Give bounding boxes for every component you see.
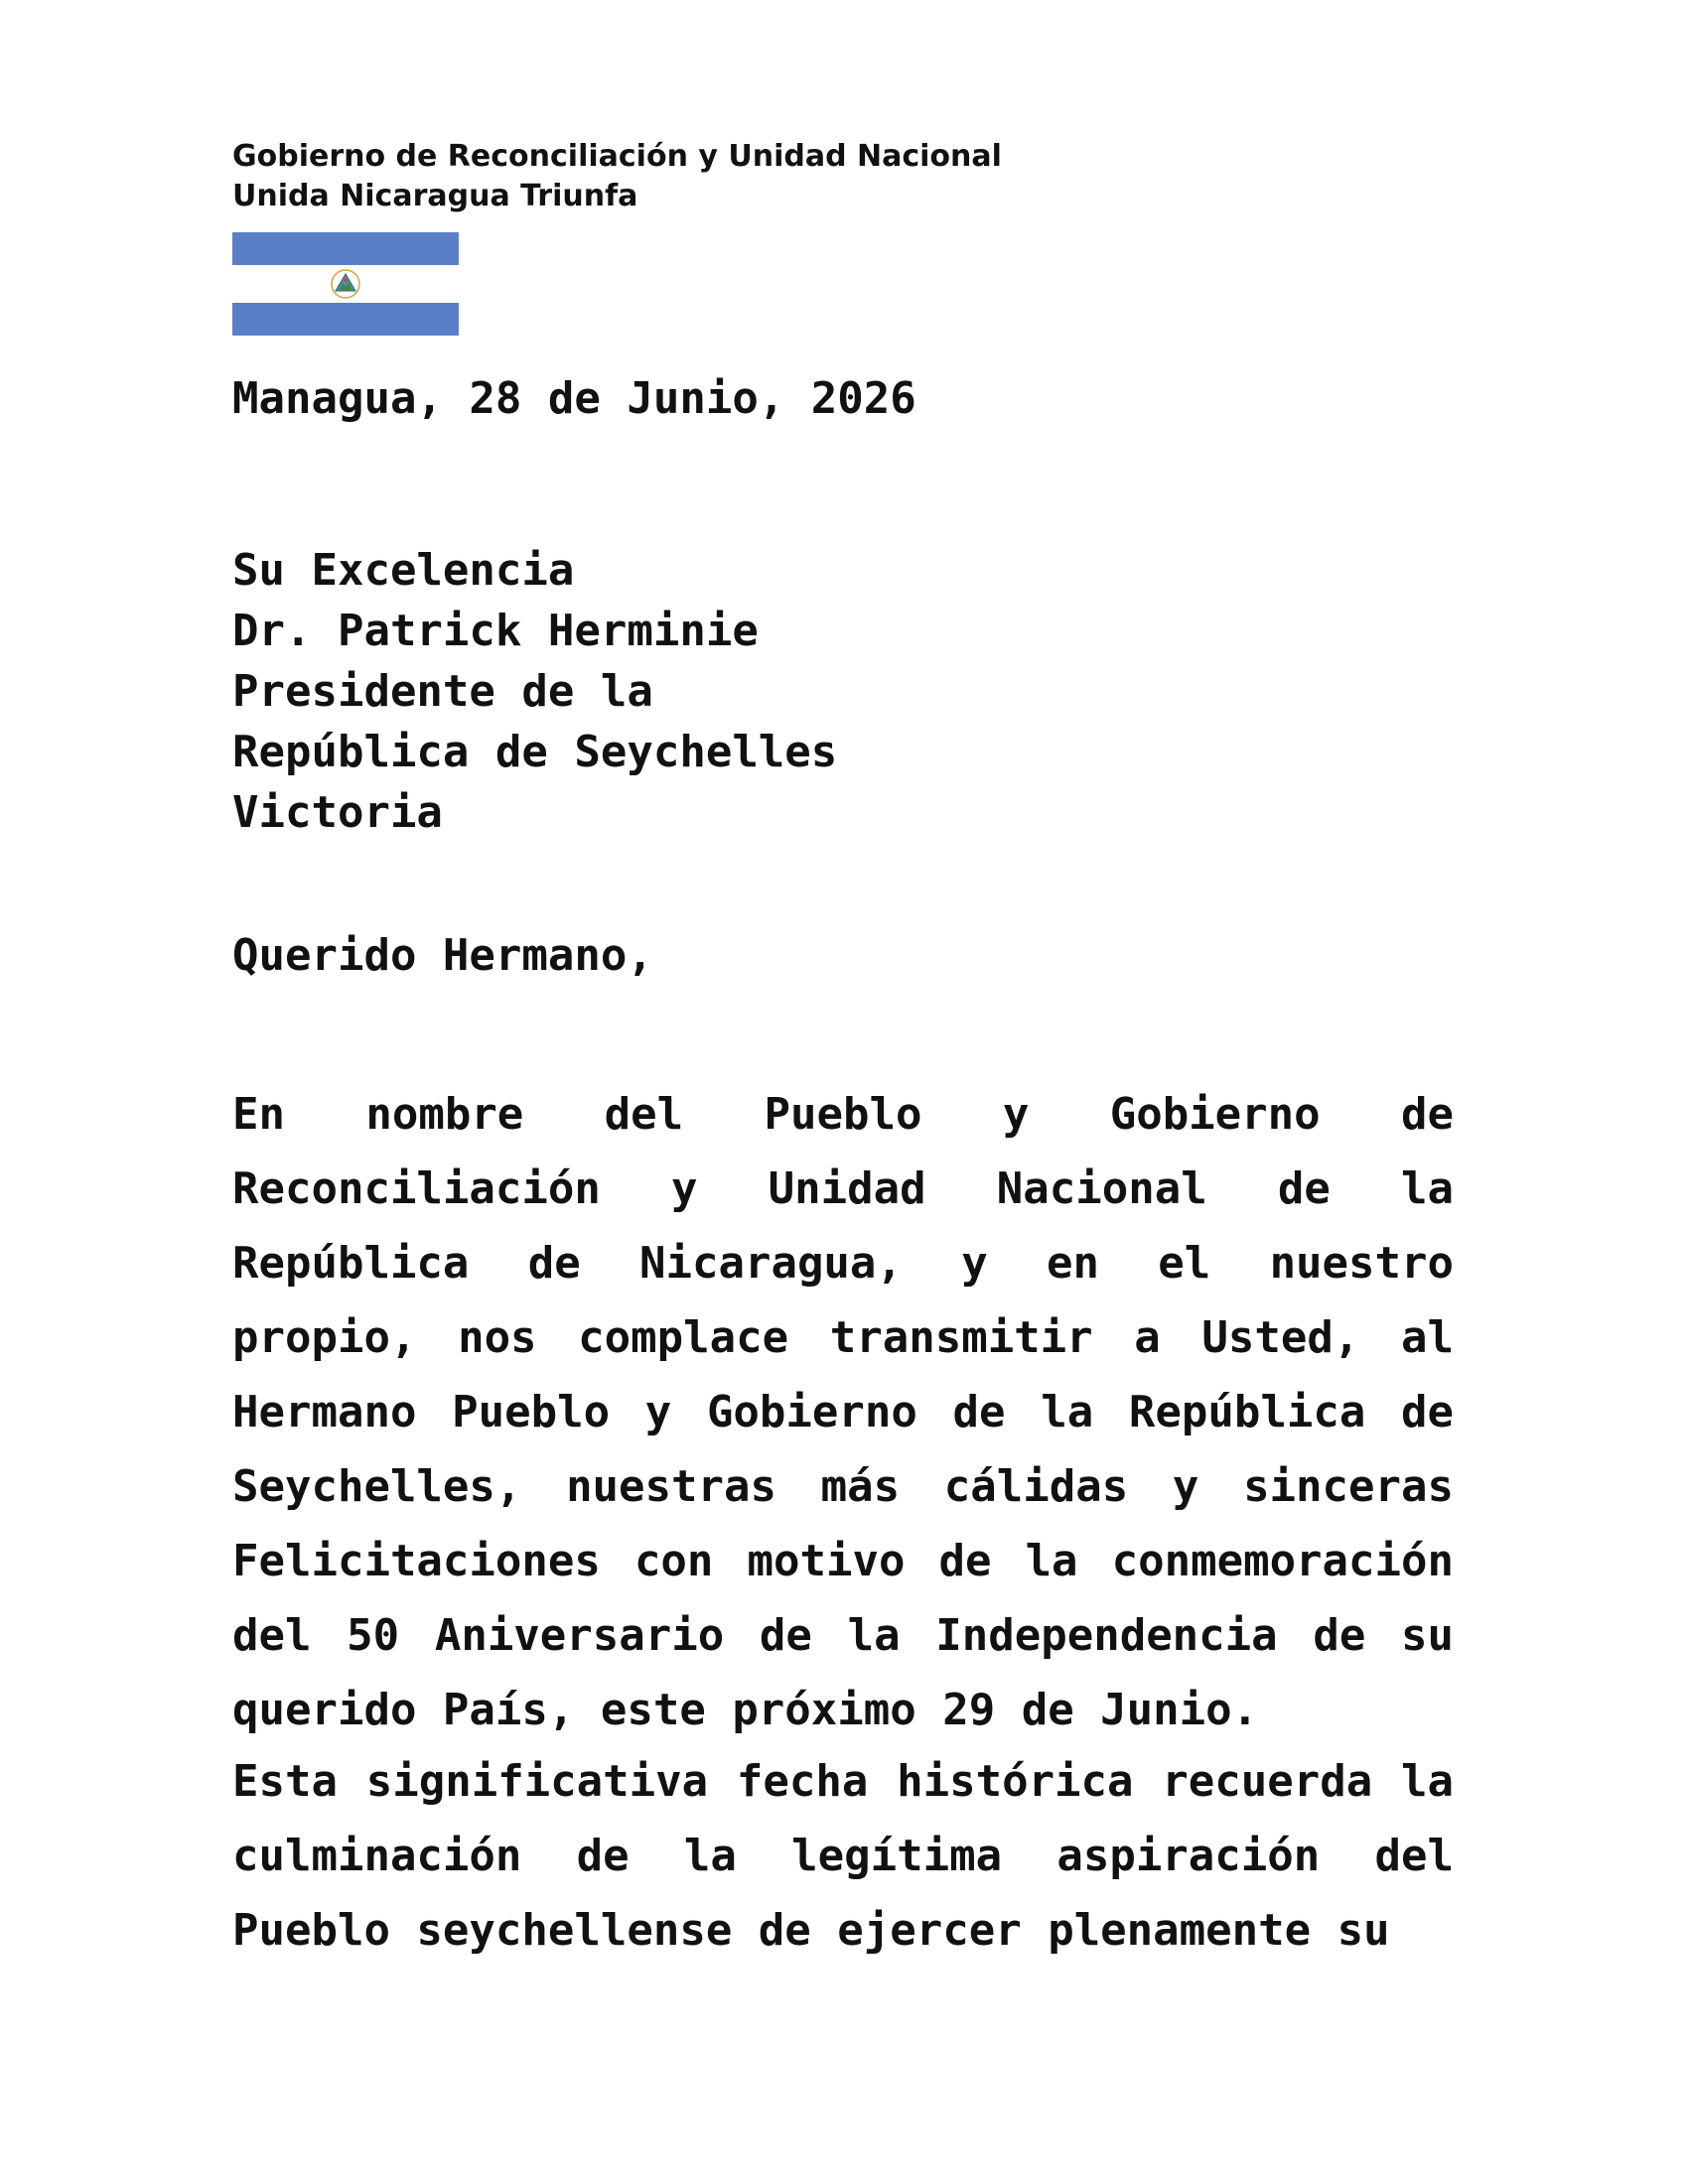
recipient-line: Victoria — [232, 787, 443, 838]
recipient-line: Dr. Patrick Herminie — [232, 606, 759, 656]
letterhead-slogan: Unida Nicaragua Triunfa — [232, 179, 638, 213]
letterhead — [232, 137, 1002, 216]
recipient-line: Presidente de la — [232, 666, 653, 717]
body-paragraph-2: Esta significativa fecha histórica recuerda la culminación de la legítima aspiración del Pueblo seychellense de ejercer plenamente su — [232, 1756, 1454, 1956]
body-paragraph-1: En nombre del Pueblo y Gobierno de Reconciliación y Unidad Nacional de la República de Nicaragua, y en el nuestro propio, nos complace transmitir a Usted, al Hermano Pueblo y Gobierno de la República de Seychelles, nuestras más cálidas y sinceras Felicitaciones con motivo de la conmemoración del 50 Aniversario de la Independencia de su querido País, este próximo 29 de Junio. — [232, 1089, 1454, 1735]
salutation: Querido Hermano, — [232, 930, 653, 981]
letter-date: Managua, 28 de Junio, 2026 — [232, 373, 916, 424]
recipient-line: República de Seychelles — [232, 727, 838, 777]
recipient-line: Su Excelencia — [232, 545, 575, 596]
nicaragua-flag-icon — [232, 232, 459, 336]
letterhead-government-name: Gobierno de Reconciliación y Unidad Nacional — [232, 139, 1002, 174]
recipient-block — [232, 540, 837, 843]
flag-bottom-band — [232, 303, 459, 336]
coat-of-arms-icon — [330, 268, 361, 300]
flag-top-band — [232, 232, 459, 265]
